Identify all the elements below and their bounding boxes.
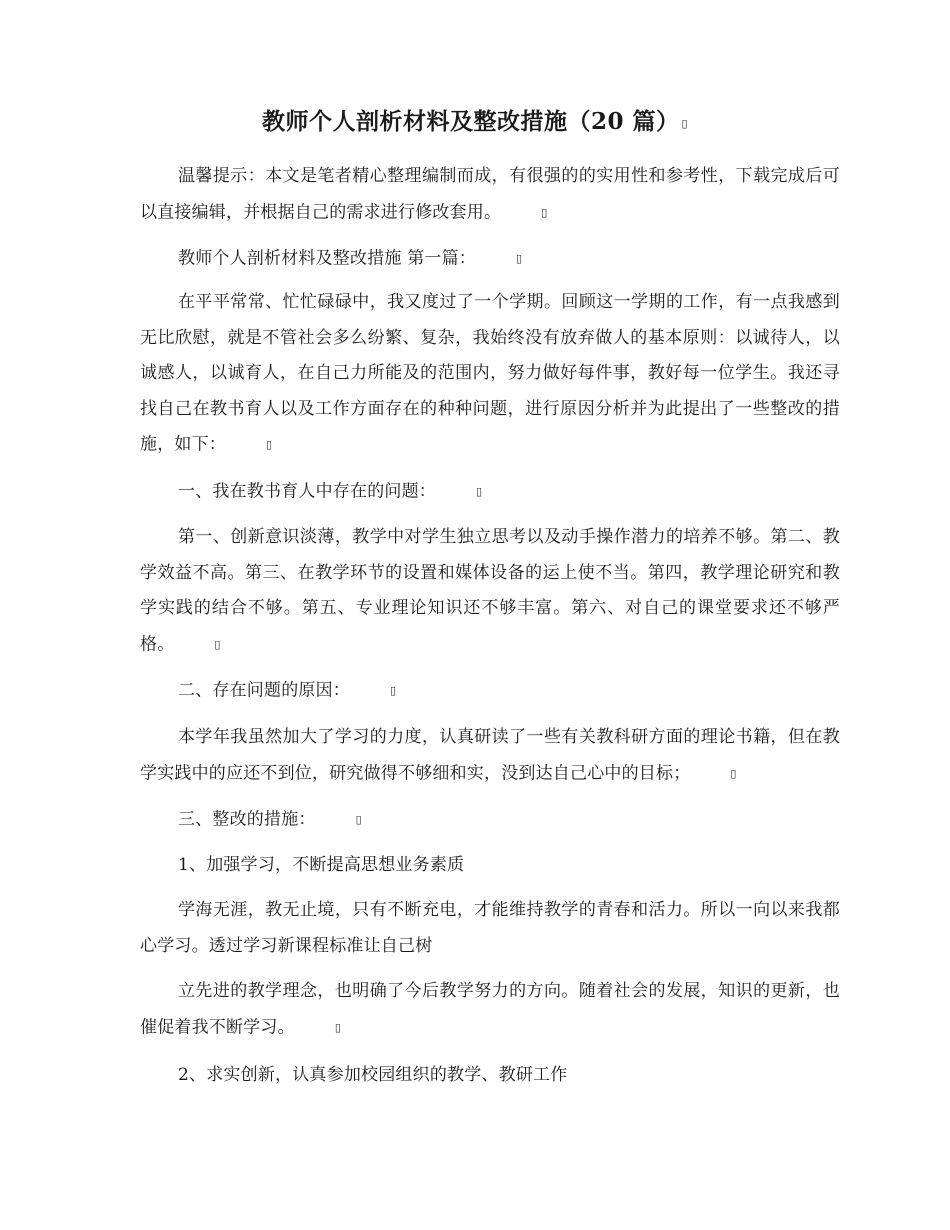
paragraph-intro bbox=[140, 285, 840, 463]
paragraph-mark: ▯ bbox=[266, 438, 273, 451]
paragraph-mark: ▯ bbox=[516, 252, 523, 265]
paragraph-text: 立先进的教学理念，也明确了今后教学努力的方向。随着社会的发展，知识的更新，也催促着我不断学习。 bbox=[140, 981, 840, 1037]
paragraph-text: 第一、创新意识淡薄，教学中对学生独立思考以及动手操作潜力的培养不够。第二、教学效益不高。第三、在教学环节的设置和媒体设备的运上使不当。第四，教学理论研究和教学实践的结合不够。第五、专业理论知识还不够丰富。第六、对自己的课堂要求还不够严格。 bbox=[140, 527, 840, 654]
paragraph-mark: ▯ bbox=[681, 116, 689, 130]
paragraph-causes bbox=[140, 720, 840, 791]
section-heading-measures bbox=[140, 802, 840, 838]
section-heading-causes bbox=[140, 673, 840, 709]
document-title bbox=[0, 103, 950, 136]
paragraph-text: 本学年我虽然加大了学习的力度，认真研读了一些有关教科研方面的理论书籍，但在教学实践中的应还不到位，研究做得不够细和实，没到达自己心中的目标； bbox=[140, 727, 840, 783]
section-heading-problems bbox=[140, 474, 840, 510]
paragraph-problems bbox=[140, 520, 840, 662]
paragraph-tip bbox=[140, 159, 840, 230]
paragraph-text: 二、存在问题的原因： bbox=[178, 680, 350, 701]
paragraph-text: 在平平常常、忙忙碌碌中，我又度过了一个学期。回顾这一学期的工作，有一点我感到无比欣慰，就是不管社会多么纷繁、复杂，我始终没有放弃做人的基本原则：以诚待人，以诚感人，以诚育人，在自己力所能及的范围内，努力做好每件事，教好每一位学生。我还寻找自己在教书育人以及工作方面存在的种种问题，进行原因分析并为此提出了一些整改的措施，如下： bbox=[140, 292, 840, 455]
paragraph-mark: ▯ bbox=[334, 1020, 342, 1034]
paragraph-mark: ▯ bbox=[390, 684, 397, 697]
paragraph-mark: ▯ bbox=[541, 205, 548, 219]
paragraph-heading-first bbox=[140, 241, 840, 277]
paragraph-study-cont bbox=[140, 974, 840, 1045]
paragraph-text: 三、整改的措施： bbox=[178, 809, 316, 830]
subheading-study bbox=[140, 848, 840, 884]
paragraph-text: 教师个人剖析材料及整改措施 第一篇： bbox=[178, 248, 477, 269]
paragraph-text: 一、我在教书育人中存在的问题： bbox=[178, 481, 436, 502]
title-text: 教师个人剖析材料及整改措施（20 篇） bbox=[261, 108, 680, 135]
subheading-innovation bbox=[140, 1058, 840, 1094]
paragraph-text: 1、加强学习，不断提高思想业务素质 bbox=[178, 855, 465, 875]
paragraph-text: 2、求实创新，认真参加校园组织的教学、教研工作 bbox=[178, 1065, 568, 1085]
paragraph-text: 温馨提示：本文是笔者精心整理编制而成，有很强的的实用性和参考性，下载完成后可以直接编辑，并根据自己的需求进行修改套用。 bbox=[140, 166, 840, 222]
paragraph-mark: ▯ bbox=[730, 766, 737, 780]
paragraph-study bbox=[140, 893, 840, 964]
paragraph-mark: ▯ bbox=[355, 813, 362, 826]
paragraph-mark: ▯ bbox=[476, 485, 483, 498]
paragraph-mark: ▯ bbox=[214, 637, 221, 651]
paragraph-text: 学海无涯，教无止境，只有不断充电，才能维持教学的青春和活力。所以一向以来我都心学习。透过学习新课程标准让自己树 bbox=[140, 900, 840, 956]
